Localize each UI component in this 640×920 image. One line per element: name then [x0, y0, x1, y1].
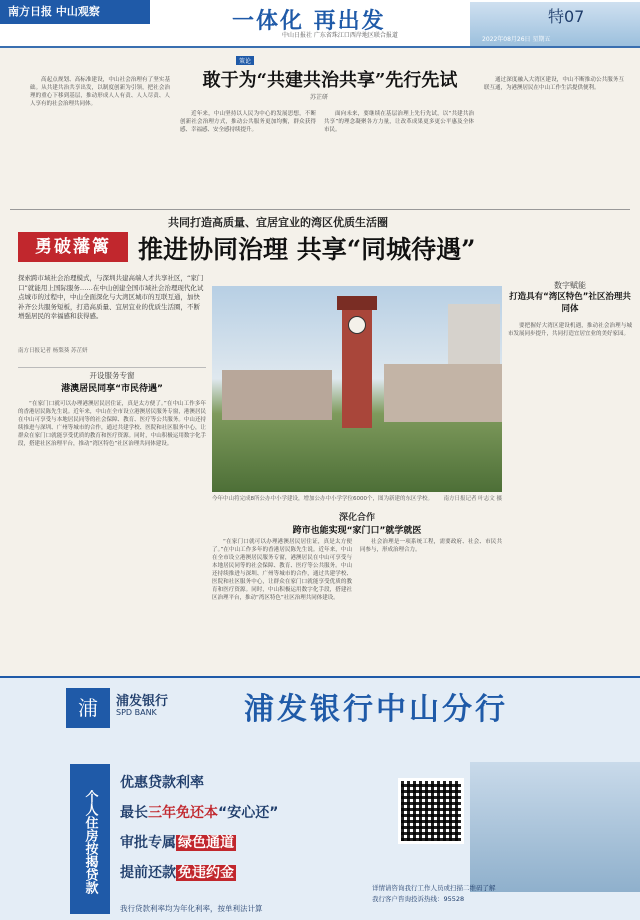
subheading-kicker: 深化合作: [338, 513, 375, 523]
subheading-title: 港澳居民同享“市民待遇”: [61, 384, 163, 394]
bank-logo-english: SPD BANK: [116, 708, 157, 717]
ad-line-text: 最长: [120, 805, 148, 821]
subheading-kicker: 数字赋能: [554, 281, 586, 290]
ad-contact: 详情请咨询我行工作人员或扫描二维码了解: [372, 884, 496, 892]
bank-logo-name: 浦发银行: [116, 694, 169, 709]
top-article-column: [180, 110, 316, 204]
photo-building: [222, 370, 332, 420]
feature-body-column: [212, 538, 352, 668]
column-text: 高起点规划、高标准建设，中山社会治理有了坚实基础。从共建共治共享出发，以制度创新为引领，把社会治理的重心下移到基层，推动形成人人有责、人人尽责、人人享有的社会治理共同体。: [30, 77, 170, 107]
photo-caption-text: 今年中山将完成8所公办中小学建设，增加公办中小学学位6000个，图为新建的东区学校。: [212, 496, 433, 502]
subheading-title: 打造具有“湾区特色”社区治理共同体: [509, 292, 631, 314]
body-text: 社会治理是一项系统工程，需要政府、社会、市民共同参与，形成治理合力。: [360, 539, 502, 553]
feature-title: 推进协同治理 共享“同城待遇”: [138, 235, 476, 264]
feature-body-column: [508, 322, 632, 668]
ad-line: [120, 802, 278, 822]
feature-pre-title: 共同打造高质量、宜居宜业的湾区优质生活圈: [168, 216, 388, 229]
subheading-title: 跨市也能实现“家门口”就学就医: [292, 526, 422, 536]
masthead: [0, 0, 640, 48]
school-photo: [212, 286, 502, 492]
feature-body-column: [360, 538, 502, 668]
side-subheading: [508, 280, 632, 315]
column-text: 通过深度融入大湾区建设，中山不断推动公共服务互联互通，为港澳居民在中山工作生活提供便利。: [484, 77, 624, 91]
date-line: 2022年08月26日 星期五: [482, 36, 551, 43]
subheading-2: [212, 510, 502, 536]
top-article: [10, 52, 630, 210]
ad-vertical-label: 个人住房按揭贷款: [70, 764, 110, 914]
subheading-1: [18, 367, 206, 394]
feature-credit: 南方日报记者 杨梨葵 苏芷妍: [18, 348, 88, 354]
ad-line: 优惠贷款利率: [120, 775, 204, 791]
masthead-slogan: 一体化 再出发: [232, 8, 386, 34]
ad-hotline: 我行客户咨询投诉热线：95528: [372, 895, 465, 903]
column-text: 近年来，中山坚持以人民为中心的发展思想，不断创新社会治理方式，推动公共服务更加均衡，群众获得感、幸福感、安全感持续提升。: [180, 111, 316, 133]
ad-title: 浦发银行中山分行: [244, 692, 508, 727]
paper-section-label: 南方日报 中山观察: [0, 0, 150, 24]
clock-icon: [348, 316, 366, 334]
body-text: “在家门口就可以办理港澳居民居住证，真是太方便了。”在中山工作多年的香港居民陈先生说。近年来，中山在全市设立港澳居民服务专窗，港澳居民在中山可享受与本地居民同等的社会保障、教育、医疗等公共服务。中山还持续推进与深圳、广州等城市的合作，通过共建学校、医院和社区服务中心，让群众在家门口就能享受优质的教育和医疗资源。同时，中山积极运用数字化手段，搭建社区治理平台，推动“湾区特色”社区治理共同体建设。: [18, 401, 206, 447]
ad-note: 我行贷款利率均为年化利率，按单利法计算: [120, 904, 263, 913]
ad-line-highlight: 三年免还本: [148, 805, 218, 821]
ad-line-text: 提前还款: [120, 865, 176, 881]
body-text: “在家门口就可以办理港澳居民居住证，真是太方便了。”在中山工作多年的香港居民陈先生说。近年来，中山在全市设立港澳居民服务专窗，港澳居民在中山可享受与本地居民同等的社会保障、教育、医疗等公共服务。中山还持续推进与深圳、广州等城市的合作，通过共建学校、医院和社区服务中心，让群众在家门口就能享受优质的教育和医疗资源。同时，中山积极运用数字化手段，搭建社区治理平台，推动“湾区特色”社区治理共同体建设。: [212, 539, 352, 601]
feature-badge: 勇破藩篱: [18, 232, 128, 262]
feature-article: [0, 212, 640, 674]
ad-line-text: 审批专属: [120, 835, 176, 851]
masthead-subline: 中山日报社 广东省珠江口西岸地区联合报道: [282, 32, 398, 39]
qr-code-icon[interactable]: [398, 778, 464, 844]
ad-line-highlight: 绿色通道: [178, 835, 234, 851]
photo-building: [384, 364, 502, 422]
top-article-column: [30, 76, 170, 204]
top-article-kicker: 策论: [236, 56, 254, 65]
bank-advertisement: [0, 676, 640, 920]
ad-skyline-image: [470, 762, 640, 892]
bank-logo-icon: 浦: [66, 688, 110, 728]
column-text: 面向未来，要继续在基层治理上先行先试，以“共建共治共享”的理念凝聚各方力量，让改革成果更多更公平惠及全体市民。: [324, 111, 474, 133]
top-article-column: [324, 110, 474, 204]
ad-line-highlight: 免违约金: [178, 865, 234, 881]
top-article-column: [484, 76, 624, 204]
photo-credit: 南方日报记者 叶志文 摄: [443, 496, 502, 502]
feature-body-column: [18, 400, 206, 668]
page-tag: 特07: [548, 7, 585, 26]
top-article-title: 敢于为“共建共治共享”先行先试: [202, 70, 458, 91]
ad-line-text: “安心还”: [218, 805, 279, 821]
body-text: 要把握好大湾区建设机遇，推动社会治理与城市发展同步提升，共同打造宜居宜业的美好家园。: [508, 323, 632, 337]
ad-line: [120, 862, 236, 882]
subheading-kicker: 开设服务专窗: [89, 371, 135, 380]
photo-caption: [212, 494, 502, 502]
feature-lead: 探索跨市域社会治理模式，与深圳共建高端人才共享社区，“家门口”就能用上国际服务……在中山创建全国市域社会治理现代化试点城市的过程中，中山全面深化与大湾区城市的互联互通，加快补齐公共服务短板，打造高质量、宜居宜业的优质生活圈，不断增强居民的幸福感和获得感。: [18, 274, 204, 321]
ad-line: [120, 832, 236, 852]
top-article-author: 苏芷研: [310, 94, 329, 101]
